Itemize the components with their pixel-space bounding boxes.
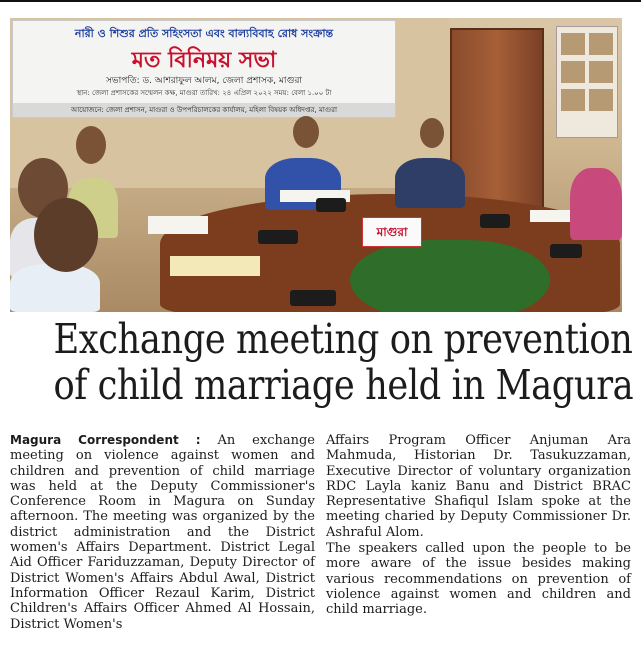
person-right <box>395 158 465 208</box>
person-left-1-head <box>76 126 106 164</box>
headline-line-1: Exchange meeting on prevention <box>53 315 633 363</box>
person-woman <box>570 168 622 240</box>
banner-presided: সভাপতি: ড. আশরাফুল আলম, জেলা প্রশাসক, মাগুরা <box>105 76 303 86</box>
article-body-left: An exchange meeting on violence against women and children and prevention of child marriage was held at the Deputy Commissioner's Conference Room in Magura on Sunday afternoon. The meeting was organized by the district administration and the District women's Affairs Department. District Legal Aid Officer Fariduzzaman, Deputy Director of District Women's Affairs Abdul Awal, District Information Officer Rezaul Karim, District Children's Affairs Officer Ahmed Al Hossain, District Women's <box>10 433 315 632</box>
banner-organizer: আয়োজনে: জেলা প্রশাসন, মাগুরা ও উপপরিচালকের কার্যালয়, মহিলা বিষয়ক অধিদপ্তর, মাগুরা <box>13 103 395 117</box>
paper-2 <box>170 256 260 276</box>
top-rule <box>0 0 641 2</box>
article-body-right-p1: Affairs Program Officer Anjuman Ara Mahmuda, Historian Dr. Tasukuzzaman, Executive Director of voluntary organization RDC Layla kaniz Banu and District BRAC Representative Shafiqul Islam spoke at the meeting charied by Deputy Commissioner Dr. Ashraful Alom. <box>326 433 631 540</box>
table-center-plants <box>350 240 550 312</box>
headline-line-2: of child marriage held in Magura <box>53 361 634 409</box>
person-foreground <box>10 264 100 312</box>
microphone-5 <box>550 244 582 258</box>
wall-poster <box>556 26 618 138</box>
article-column-left <box>10 433 315 632</box>
person-chair-head <box>293 116 319 148</box>
article-column-right <box>326 433 631 618</box>
news-photo <box>10 18 622 312</box>
article-headline <box>53 315 634 409</box>
microphone-4 <box>480 214 510 228</box>
table-nameplate: মাগুরা <box>362 217 422 247</box>
paper-1 <box>148 216 208 234</box>
paper-4 <box>530 210 570 222</box>
person-foreground-head <box>34 198 98 272</box>
article-body-right-p2: The speakers called upon the people to be more aware of the issue besides making various recommendations on prevention of violence against women and children and child marriage. <box>326 541 631 618</box>
microphone-2 <box>290 290 336 306</box>
banner-heading: মত বিনিময় সভা <box>131 48 277 73</box>
event-banner <box>12 20 396 118</box>
person-right-head <box>420 118 444 148</box>
banner-venue: স্থান: জেলা প্রশাসকের সম্মেলন কক্ষ, মাগুরা তারিখ: ২৪ এপ্রিল ২০২২ সময়: বেলা ১.০০ টা <box>76 89 332 97</box>
microphone-1 <box>258 230 298 244</box>
article-byline: Magura Correspondent : <box>10 433 201 447</box>
banner-title: নারী ও শিশুর প্রতি সহিংসতা এবং বাল্যবিবাহ রোধ সংক্রান্ত <box>74 27 334 40</box>
microphone-3 <box>316 198 346 212</box>
